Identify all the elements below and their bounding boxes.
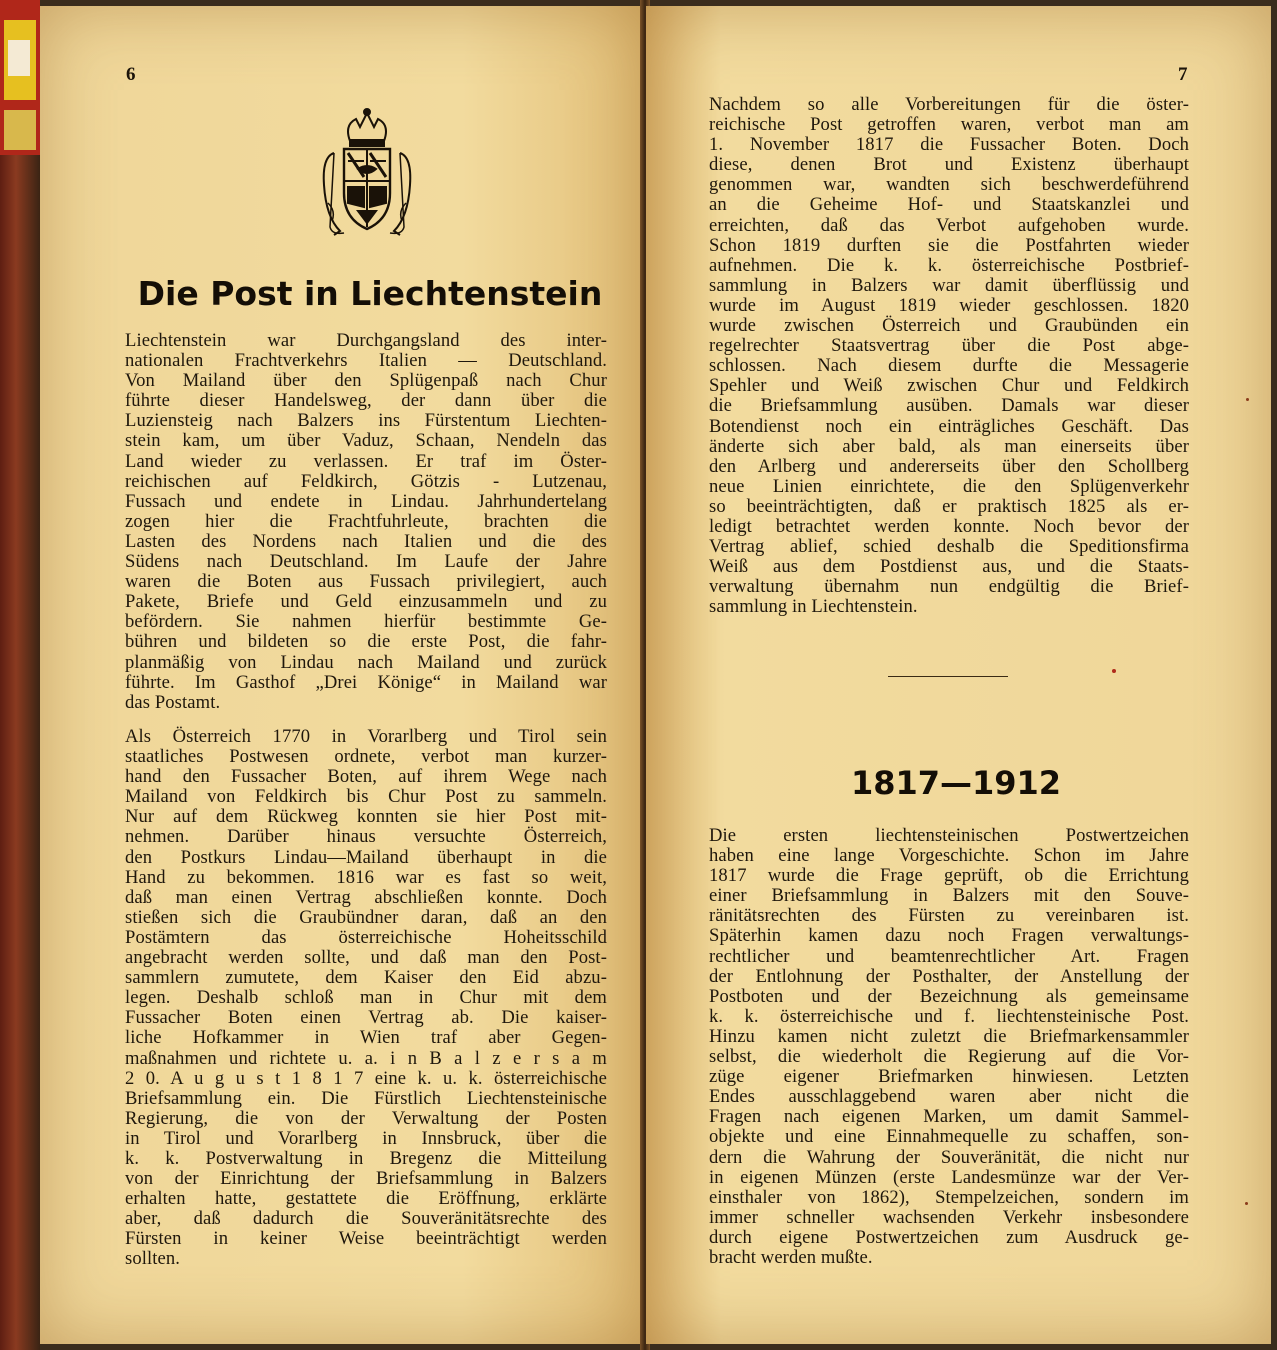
text-line: stießen sich die Graubündner daran, daß an den — [125, 906, 607, 928]
text-line: wurde im August 1819 wieder geschlossen. 1820 — [709, 294, 1189, 316]
text-line: den Arlberg und andererseits über den Schollberg — [709, 455, 1189, 477]
left-page — [40, 6, 643, 1344]
text-line: k. k. österreichische und f. liechtensteinische Post. — [709, 1005, 1189, 1027]
text-line: befördern. Sie nahmen hierfür bestimmte Ge- — [125, 611, 607, 633]
text-line: sammlung in Balzers war damit überflüssig und — [709, 274, 1189, 296]
text-line: maßnahmen und richtete u. a. i n B a l z e r s a m — [125, 1047, 607, 1069]
text-line: Fussacher Boten einen Vertrag ab. Die kaiser- — [125, 1007, 607, 1029]
right-page — [646, 6, 1271, 1344]
text-line: ledigt betrachtet werden konnte. Noch bevor der — [709, 515, 1189, 537]
text-line: reichische Post getroffen waren, verbot man am — [709, 114, 1189, 136]
text-line: änderte sich aber bald, als man einerseits über — [709, 435, 1189, 457]
text-line: schlossen. Nach diesem durfte die Messagerie — [709, 355, 1189, 377]
text-line: durch eigene Postwertzeichen zum Ausdruck ge- — [709, 1226, 1189, 1248]
text-line: objekte und eine Einnahmequelle zu schaffen, son- — [709, 1126, 1189, 1148]
text-line: Briefsammlung ein. Die Fürstlich Liechtensteinische — [125, 1087, 607, 1109]
text-line: Pakete, Briefe und Geld einzusammeln und zu — [125, 591, 607, 613]
text-line: Nur auf dem Rückweg konnten sie hier Post mit- — [125, 806, 607, 828]
text-line: staatliches Postwesen ordnete, verbot man kurzer- — [125, 746, 607, 768]
text-line: stein kam, um über Vaduz, Schaan, Nendeln das — [125, 430, 607, 452]
text-line: führte. Im Gasthof „Drei Könige“ in Mailand war — [125, 671, 607, 693]
text-line: Schon 1819 durften sie die Postfahrten wieder — [709, 234, 1189, 256]
text-line: Hinzu kamen nicht zuletzt die Briefmarkensammler — [709, 1025, 1189, 1047]
text-line: Die ersten liechtensteinischen Postwertzeichen — [709, 825, 1189, 846]
text-line: 1. November 1817 die Fussacher Boten. Doch — [709, 134, 1189, 156]
text-line: diese, denen Brot und Existenz überhaupt — [709, 154, 1189, 176]
text-line: Südens nach Deutschland. Im Laufe der Jahre — [125, 551, 607, 573]
text-line: sammlern zumutete, dem Kaiser den Eid abzu- — [125, 967, 607, 989]
text-line: den Postkurs Lindau—Mailand überhaupt in die — [125, 846, 607, 868]
text-line: so beeinträchtigten, daß er praktisch 1825 als er- — [709, 495, 1189, 517]
text-line: sollten. — [125, 1248, 181, 1270]
ink-speck — [1245, 1202, 1248, 1205]
text-line: selbst, die wiederholt die Regierung auf die Vor- — [709, 1046, 1189, 1068]
text-line: bühren und bildeten so die erste Post, die fahr- — [125, 631, 607, 653]
text-line: in Tirol und Vorarlberg in Innsbruck, über die — [125, 1127, 607, 1149]
text-line: k. k. Postverwaltung in Bregenz die Mitteilung — [125, 1147, 607, 1169]
text-line: das Postamt. — [125, 691, 221, 713]
text-line: 2 0. A u g u s t 1 8 1 7 eine k. u. k. österreichische — [125, 1067, 607, 1089]
text-line: rechtlicher und beamtenrechtlicher Art. Fragen — [709, 945, 1189, 967]
ink-speck — [1112, 669, 1116, 673]
text-line: von der Einrichtung der Briefsammlung in Balzers — [125, 1168, 607, 1190]
section-divider — [888, 676, 1008, 677]
text-line: der Entlohnung der Posthalter, der Anstellung der — [709, 965, 1189, 987]
text-line: erreichten, daß das Verbot aufgehoben wurde. — [709, 214, 1189, 236]
text-line: in eigenen Münzen (erste Landesmünze war der Ver- — [709, 1166, 1189, 1188]
text-line: bracht werden mußte. — [709, 1246, 873, 1268]
text-line: Weiß aus dem Postdienst aus, und die Staats- — [709, 556, 1189, 578]
text-line: Regierung, die von der Verwaltung der Posten — [125, 1107, 607, 1129]
text-line: Postämtern das österreichische Hoheitsschild — [125, 926, 607, 948]
text-line: genommen war, wandten sich beschwerdeführend — [709, 174, 1189, 196]
text-line: verwaltung übernahm nun endgültig die Brief- — [709, 576, 1189, 598]
text-line: daß man einen Vertrag abschließen konnte. Doch — [125, 886, 607, 908]
text-line: dern die Wahrung der Souveränität, die nicht nur — [709, 1146, 1189, 1168]
text-line: angebracht werden sollte, und daß man den Post- — [125, 947, 607, 969]
text-line: zogen hier die Frachtfuhrleute, brachten die — [125, 510, 607, 532]
text-line: Nachdem so alle Vorbereitungen für die öster- — [709, 94, 1189, 115]
coat-of-arms-icon — [314, 107, 420, 241]
text-line: an die Geheime Hof- und Staatskanzlei und — [709, 194, 1189, 216]
text-line: Vertrag ablief, schied deshalb die Speditionsfirma — [709, 536, 1189, 558]
page-number-left: 6 — [126, 64, 136, 85]
text-line: erhalten hatte, gestattete die Eröffnung, erklärte — [125, 1188, 607, 1210]
text-line: aber, daß dadurch die Souveränitätsrechte des — [125, 1208, 607, 1230]
text-line: Fragen nach eigenen Marken, um damit Sammel- — [709, 1106, 1189, 1128]
section-paragraph-1 — [709, 826, 1189, 1268]
page-number-right: 7 — [1178, 64, 1188, 85]
text-line: Spehler und Weiß zwischen Chur und Feldkirch — [709, 375, 1189, 397]
text-line: Land wieder zu verlassen. Er traf im Öster- — [125, 450, 607, 472]
text-line: Späterhin kamen dazu noch Fragen verwaltungs- — [709, 925, 1189, 947]
text-line: Endes ausschlaggebend waren aber nicht die — [709, 1086, 1189, 1108]
text-line: waren die Boten aus Fussach privilegiert, auch — [125, 571, 607, 593]
text-line: einer Briefsammlung in Balzers mit den Souve- — [709, 885, 1189, 907]
text-line: aufnehmen. Die k. k. österreichische Postbrief- — [709, 254, 1189, 276]
text-line: regelrechter Staatsvertrag über die Post abge- — [709, 335, 1189, 357]
book-edge-cover — [0, 155, 40, 1350]
text-line: Mailand von Feldkirch bis Chur Post zu sammeln. — [125, 786, 607, 808]
text-line: nehmen. Darüber hinaus versuchte Österreich, — [125, 826, 607, 848]
text-line: planmäßig von Lindau nach Mailand und zurück — [125, 651, 607, 673]
section-heading: 1817—1912 — [850, 764, 1062, 802]
text-line: Postboten und der Bezeichnung als gemeinsame — [709, 985, 1189, 1007]
text-line: züge eigener Briefmarken hinwiesen. Letzten — [709, 1066, 1189, 1088]
left-paragraph-1 — [125, 331, 607, 713]
text-line: neue Linien einrichtete, die den Splügenverkehr — [709, 475, 1189, 497]
ink-speck — [1246, 398, 1249, 401]
text-line: wurde zwischen Österreich und Graubünden ein — [709, 315, 1189, 337]
text-line: legen. Deshalb schloß man in Chur mit dem — [125, 987, 607, 1009]
text-line: haben eine lange Vorgeschichte. Schon im Jahre — [709, 845, 1189, 867]
text-line: sammlung in Liechtenstein. — [709, 596, 918, 618]
text-line: einsthaler von 1862), Stempelzeichen, sondern im — [709, 1186, 1189, 1208]
text-line: ränitätsrechten des Fürsten zu vereinbaren ist. — [709, 905, 1189, 927]
book-edge-label-inner — [8, 40, 30, 76]
text-line: immer schneller wachsenden Verkehr insbesondere — [709, 1206, 1189, 1228]
text-line: hand den Fussacher Boten, auf ihrem Wege nach — [125, 766, 607, 788]
text-line: nationalen Frachtverkehrs Italien — Deutschland. — [125, 350, 607, 372]
text-line: Fussach und endete in Lindau. Jahrhundertelang — [125, 490, 607, 512]
book-edge-label-lower — [4, 110, 36, 150]
text-line: führte dieser Handelsweg, der dann über die — [125, 390, 607, 412]
text-line: die Briefsammlung ausüben. Damals war dieser — [709, 395, 1189, 417]
right-paragraph-1 — [709, 95, 1189, 617]
text-line: liche Hofkammer in Wien traf aber Gegen- — [125, 1027, 607, 1049]
text-line: Von Mailand über den Splügenpaß nach Chur — [125, 370, 607, 392]
text-line: Als Österreich 1770 in Vorarlberg und Tirol sein — [125, 726, 607, 747]
text-line: Luziensteig nach Balzers ins Fürstentum Liechten- — [125, 410, 607, 432]
text-line: reichischen auf Feldkirch, Götzis - Lutzenau, — [125, 470, 607, 492]
text-line: 1817 wurde die Frage geprüft, ob die Errichtung — [709, 865, 1189, 887]
left-paragraph-2 — [125, 727, 607, 1270]
text-line: Fürsten in keiner Weise beeinträchtigt werden — [125, 1228, 607, 1250]
text-line: Liechtenstein war Durchgangsland des inter- — [125, 330, 607, 351]
article-title: Die Post in Liechtenstein — [137, 274, 603, 313]
text-line: Hand zu bekommen. 1816 war es fast so weit, — [125, 866, 607, 888]
text-line: Botendienst noch ein einträgliches Geschäft. Das — [709, 415, 1189, 437]
text-line: Lasten des Nordens nach Italien und die des — [125, 530, 607, 552]
